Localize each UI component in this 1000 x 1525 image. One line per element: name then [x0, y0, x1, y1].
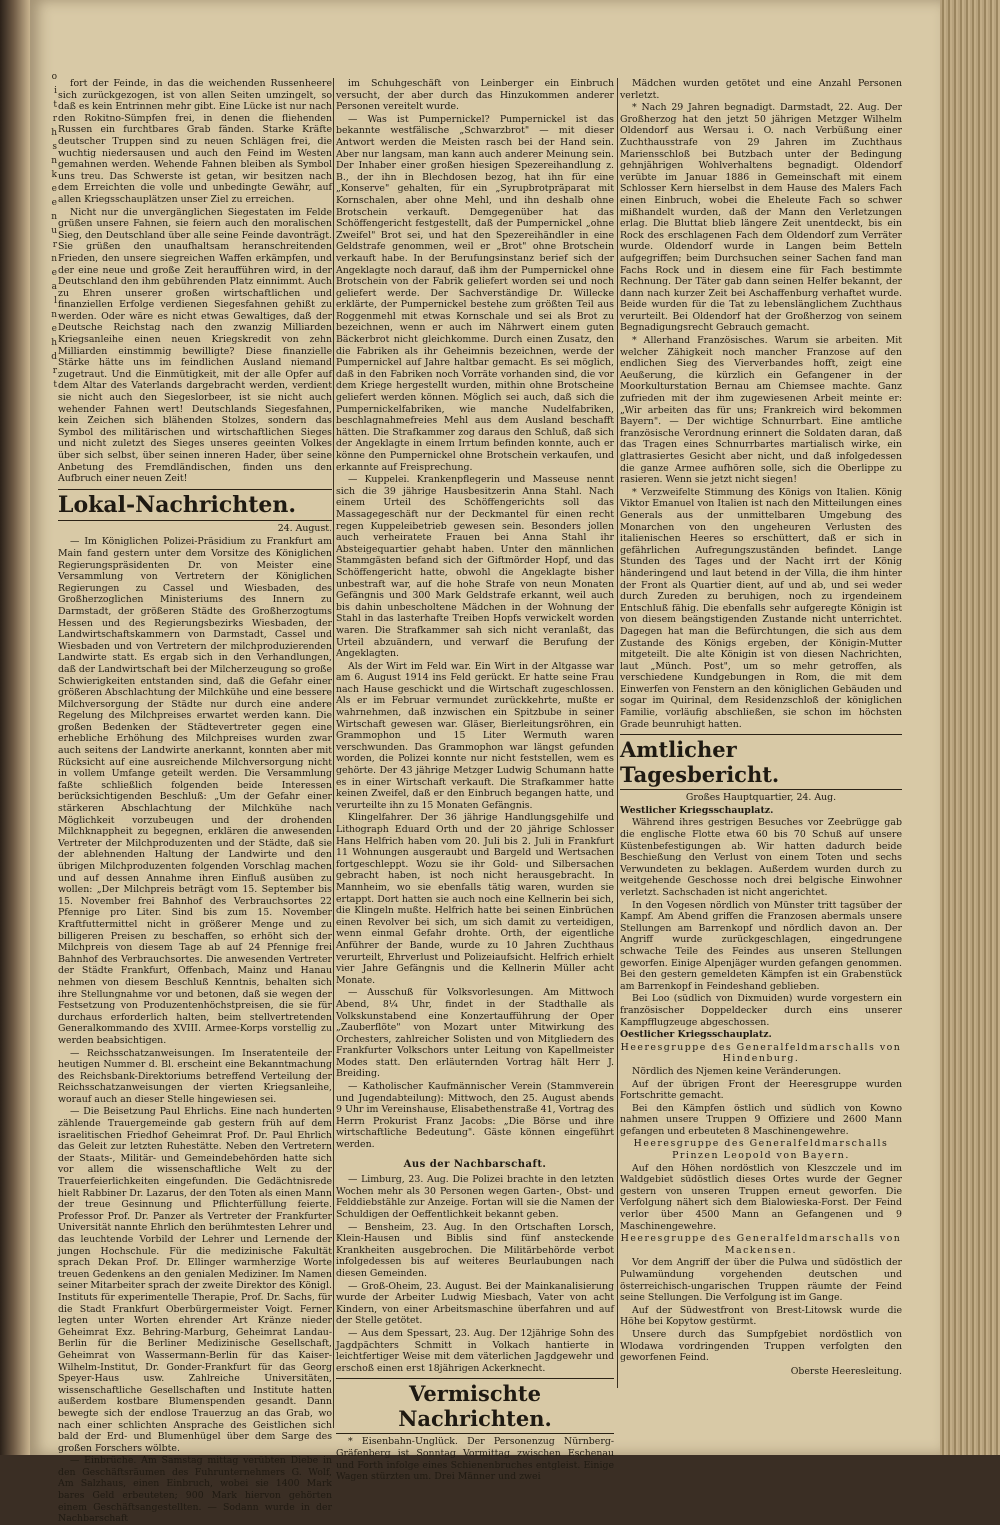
- margin-fragment: r: [52, 366, 57, 376]
- margin-fragment: h: [51, 128, 57, 138]
- lokal-nachrichten-heading: Lokal-Nachrichten.: [58, 489, 332, 521]
- margin-fragment: s: [52, 142, 57, 152]
- margin-fragment: d: [51, 352, 57, 362]
- nachbarschaft-paragraph-3: — Groß-Oheim, 23. August. Bei der Mainkanalisierung wurde der Arbeiter Ludwig Miesbach, Vater von acht Kindern, von einer Arbeitsmaschine überfahren und auf der Stelle getötet.: [336, 1280, 614, 1327]
- margin-fragment: r: [52, 114, 57, 124]
- amtlicher-tagesbericht-heading: Amtlicher Tagesbericht.: [620, 734, 902, 790]
- column-1: [58, 78, 332, 1525]
- margin-fragment: o: [51, 72, 57, 82]
- column-3: [620, 78, 902, 1388]
- mackensen-paragraph-1: Vor dem Angriff der über die Pulwa und südöstlich der Pulwamündung vorgehenden deutschen und österreichisch-ungarischen Truppen räumte der Feind seine Stellungen. Die Verfolgung ist im Gange.: [620, 1257, 902, 1304]
- margin-fragment: i: [54, 86, 57, 96]
- margin-fragment: h: [51, 338, 57, 348]
- margin-fragment: n: [51, 310, 57, 320]
- hindenburg-paragraph-2: Auf der übrigen Front der Heeresgruppe wurden Fortschritte gemacht.: [620, 1078, 902, 1102]
- vermischte-paragraph-1: * Eisenbahn-Unglück. Der Personenzug Nürnberg-Gräfenberg ist Sonntag Vormittag zwischen Eschenau und Forth infolge eines Schienenbruches entgleist. Einige Wagen stürzten um. Drei Männer und zwei: [336, 1436, 614, 1483]
- column-rule-2: [617, 78, 618, 1388]
- oberste-heeresleitung-signature: Oberste Heeresleitung.: [790, 1365, 902, 1377]
- margin-fragment: n: [51, 156, 57, 166]
- margin-fragment: e: [51, 324, 57, 334]
- intro-paragraph-1: fort der Feinde, in das die weichenden Russenheere sich zurückgezogen, ist von allen Seiten umzingelt, so daß es kein Entrinnen mehr gibt. Eine Lücke ist nur nach den Rokitno-Sümpfen frei, in denen die fliehenden Russen ein furchtbares Grab fänden. Starke Kräfte deutscher Truppen sind zu neuen Schlägen frei, die wuchtig niedersausen und auch den Feind im Westen gemahnen werden. Wehende Fahnen bleiben als Symbol uns treu. Das Schwerste ist getan, wir besitzen nach dem Erreichten die volle und unbedingte Gewähr, auf allen Kriegsschauplätzen unser Ziel zu erreichen.: [58, 78, 332, 205]
- col2-paragraph-5: Klingelfahrer. Der 36 jährige Handlungsgehilfe und Lithograph Eduard Orth und der 20 jährige Schlosser Hans Helfrich haben vom 20. Juli bis 2. Juli in Frankfurt 11 Wohnungen ausgeraubt und Bargeld und Wertsachen fortgeschleppt. Wozu sie ihr Gold- und Silbersachen gebracht haben, ist noch nicht herausgebracht. In Mannheim, wo sie ebenfalls tätig waren, wurden sie ertappt. Dort hatten sie auch noch eine Kellnerin bei sich, die Klingeln mußte. Helfrich hatte bei seinen Einbrüchen einen Revolver bei sich, um sich damit zu verteidigen, wenn einmal Gefahr drohte. Orth, der eigentliche Anführer der Bande, wurde zu 10 Jahren Zuchthaus verurteilt, Ehrverlust und Polizeiaufsicht. Helfrich erhielt vier Jahre Gefängnis und die Kellnerin Müller acht Monate.: [336, 812, 614, 986]
- hindenburg-paragraph-3: Bei den Kämpfen östlich und südlich von Kowno nahmen unsere Truppen 9 Offiziere und 2600 Mann gefangen und erbeuteten 8 Maschinengewehre.: [620, 1102, 902, 1137]
- col2-paragraph-7: — Katholischer Kaufmännischer Verein (Stammverein und Jugendabteilung): Mittwoch, den 25. August abends 9 Uhr im Vereinshause, Elisabethenstraße 41, Vortrag des Herrn Prokurist Franz Jacobs: „Die Börse und ihre wirtschaftliche Bedeutung". Gäste können eingeführt werden.: [336, 1081, 614, 1151]
- mackensen-heading: Heeresgruppe des Generalfeldmarschalls von Mackensen.: [620, 1233, 902, 1256]
- margin-fragment: t: [53, 380, 57, 390]
- col2-paragraph-1: im Schuhgeschäft von Leinberger ein Einbruch versucht, der aber durch das Hinzukommen anderer Personen vereitelt wurde.: [336, 78, 614, 113]
- col3-paragraph-4: * Verzweifelte Stimmung des Königs von Italien. König Viktor Emanuel von Italien ist nach den Mitteilungen eines Generals aus der unmittelbaren Umgebung des Monarchen von den ungeheuren Verlusten des italienischen Heeres so erschüttert, daß er sich in gefährlichen Aufregungszuständen befindet. Lange Stunden des Tages und der Nacht irrt der König händeringend und laut betend in der Villa, die ihm hinter der Front als Quartier dient, auf und ab, und sei weder durch Zureden zu beruhigen, noch zu irgendeinem Entschluß fähig. Die ebenfalls sehr aufgeregte Königin ist von diesem beängstigenden Zustande nicht unterrichtet. Dagegen hat man die Befürchtungen, die sich aus dem Zustande des Königs ergeben, der Königin-Mutter mitgeteilt. Die alte Königin ist von diesen Nachrichten, laut „Münch. Post", um so mehr getroffen, als verschiedene Kundgebungen in Rom, die mit dem Einwerfen von Fenstern an den königlichen Gebäuden und sogar im Quirinal, dem Residenzschloß der königlichen Familie, vorläufig abschließen, sie schon im höchsten Grade beunruhigt hatten.: [620, 486, 902, 730]
- book-page-edges-right: [940, 0, 1000, 1455]
- newspaper-page: [30, 0, 940, 1525]
- leopold-heading: Heeresgruppe des Generalfeldmarschalls Prinzen Leopold von Bayern.: [633, 1138, 889, 1162]
- col2-paragraph-3: — Kuppelei. Krankenpflegerin und Masseuse nennt sich die 39 jährige Hausbesitzerin Anna Stahl. Nach einem Urteil des Schöffengerichts soll das Massagegeschäft nur der Deckmantel für einen recht regen Kuppeleibetrieb gewesen sein. Besonders jollen auch verheiratete Frauen bei Anna Stahl ihr Absteigequartier gehabt haben. Unter den männlichen Stammgästen befand sich der Giftmörder Hopf, und das Schöffengericht hatte, obwohl die Angeklagte bisher unbestraft war, auf die hohe Strafe von neun Monaten Gefängnis und 300 Mark Geldstrafe erkannt, weil auch bis dahin unbescholtene Mädchen in der Wohnung der Stahl in das lasterhafte Treiben Hopfs verwickelt worden waren. Die Strafkammer sah sich nicht veranlaßt, das Urteil abzuändern, und verwarf die Berufung der Angeklagten.: [336, 474, 614, 660]
- lokal-paragraph-3: — Die Beisetzung Paul Ehrlichs. Eine nach hunderten zählende Trauergemeinde gab gestern früh auf dem israelitischen Friedhof Geheimrat Prof. Dr. Paul Ehrlich das Geleit zur letzten Ruhestätte. Neben den Vertretern der Staats-, Militär- und Gemeindebehörden hatte sich vor allem die wissenschaftliche Welt zu der Trauerfeierlichkeiten eingefunden. Die Gedächtnisrede hielt Rabbiner Dr. Lazarus, der den Toten als einen Mann der treue Gesinnung und Pflichterfüllung feierte. Professor Prof. Dr. Panzer als Vertreter der Frankfurter Universität nannte Ehrlich den berühmtesten Lehrer und das leuchtende Vorbild der Lehrer und Lernende der jungen Hochschule. Für die medizinische Fakultät sprach Dekan Prof. Dr. Ellinger warmherzige Worte treuen Gedenkens an den genialen Mediziner. Im Namen seiner Mitarbeiter sprach der zweite Direktor des Königl. Instituts für experimentelle Therapie, Prof. Dr. Sachs, für die Stadt Frankfurt Oberbürgermeister Voigt. Ferner legten unter Worten ehrender Art Kränze nieder Geheimrat Exz. Behring-Marburg, Geheimrat Landau-Berlin für die Berliner Medizinische Gesellschaft, Geheimrat von Wassermann-Berlin für das Kaiser-Wilhelm-Institut, Dr. Gonder-Frankfurt für das Georg Speyer-Haus usw. Zahlreiche Universitäten, wissenschaftliche Gesellschaften und Institute hatten außerdem kostbare Blumenspenden gesandt. Dann bewegte sich der endlose Trauerzug an das Grab, wo nach einer schlichten Ansprache des Geistlichen sich bald der Erd- und Blumenhügel über dem Sarge des großen Forschers wölbte.: [58, 1106, 332, 1454]
- margin-fragment: u: [51, 226, 57, 236]
- lokal-date: 24. August.: [277, 522, 332, 534]
- lokal-paragraph-1: — Im Königlichen Polizei-Präsidium zu Frankfurt am Main fand gestern unter dem Vorsitze des Königlichen Regierungspräsidenten Dr. von Meister eine Versammlung von Vertretern der Königlichen Regierungen zu Cassel und Wiesbaden, des Großherzoglichen Ministeriums des Innern zu Darmstadt, der größeren Städte des Großherzogtums Hessen und des Regierungsbezirks Wiesbaden, der Landwirtschaftskammern von Darmstadt, Cassel und Wiesbaden und von Vertretern der milchproduzierenden Landwirte statt. Es ergab sich in den Verhandlungen, daß der Landwirtschaft bei der Milcherzeugung so große Schwierigkeiten entstanden sind, daß die Gefahr einer größeren Abschlachtung der Milchkühe und eine bessere Milchversorgung der Städte nur durch eine andere Regelung des Milchpreises erwartet werden kann. Die großen Bedenken der Städtevertreter gegen eine erhebliche Erhöhung des Milchpreises wurden zwar auch seitens der Landwirte anerkannt, konnten aber mit Rücksicht auf eine ausreichende Milchversorgung nicht in vollem Umfange geteilt werden. Die Versammlung faßte schließlich folgenden beide Interessen berücksichtigenden Beschluß: „Um der Gefahr einer stärkeren Abschlachtung der Milchkühe nach Möglichkeit vorzubeugen und der drohenden Milchknappheit zu begegnen, erklären die anwesenden Vertreter der Milchproduzenten und der Städte, daß sie der ablehnenden Haltung der Landwirte und den übrigen Milchproduzenten folgenden Vorschlag machen und auf dessen Annahme ihren Einfluß ausüben zu wollen: „Der Milchpreis beträgt vom 15. September bis 15. November frei Bahnhof des Verbrauchsortes 22 Pfennige pro Liter. Sind bis zum 15. November Kraftfuttermittel nicht in größerer Menge und zu billigeren Preisen zu beschaffen, so erhöht sich der Milchpreis von diesem Tage ab auf 24 Pfennige frei Bahnhof des Verbrauchsortes. Die anwesenden Vertreter der Städte Frankfurt, Offenbach, Mainz und Hanau nehmen von diesem Beschluß Kenntnis, behalten sich ihre Stellungnahme vor und betonen, daß sie wegen der Festsetzung von Produzentenhöchstpreisen, die sie für durchaus erforderlich halten, beim stellvertretenden Generalkommando des XVIII. Armee-Korps vorstellig zu werden beabsichtigen.: [58, 536, 332, 1046]
- west-paragraph-2: In den Vogesen nördlich von Münster tritt tagsüber der Kampf. Am Abend griffen die Franzosen abermals unsere Stellungen am Barrenkopf und nördlich davon an. Der Angriff wurde zurückgeschlagen, eingedrungene schwache Teile des Feindes aus unseren Stellungen geworfen. Einige Alpenjäger wurden gefangen genommen. Bei den gestern gemeldeten Kämpfen ist ein Grabenstück am Barrenkopf in Feindeshand geblieben.: [620, 899, 902, 992]
- ost-heading: Oestlicher Kriegsschauplatz.: [620, 1029, 772, 1041]
- col2-paragraph-4: Als der Wirt im Feld war. Ein Wirt in der Altgasse war am 6. August 1914 ins Feld gerückt. Er hatte seine Frau nach Hause geschickt und die Wirtschaft zugeschlossen. Als er im Februar vermundet zurückkehrte, mußte er wahrnehmen, daß inzwischen ein Spitzbube in seiner Wirtschaft gewesen war. Gläser, Bierleitungsröhren, ein Grammophon und 15 Liter Wermuth waren verschwunden. Das Grammophon war längst gefunden worden, die Polizei konnte nur nicht feststellen, wem es gehörte. Der 43 jährige Metzger Ludwig Schumann hatte es in einer Wirtschaft verkauft. Die Strafkammer hatte keinen Zweifel, daß er den Einbruch begangen hatte, und verurteilte ihn zu 15 Monaten Gefängnis.: [336, 660, 614, 811]
- west-heading: Westlicher Kriegsschauplatz.: [620, 804, 774, 816]
- col3-paragraph-3: * Allerhand Französisches. Warum sie arbeiten. Mit welcher Zähigkeit noch mancher Franzose auf den endlichen Sieg des Vierverbandes hofft, zeigt eine Aeußerung, die kürzlich ein Gefangener in der Moorkulturstation Bernau am Chiemsee machte. Ganz zufrieden mit der ihm zugewiesenen Arbeit meinte er: „Wir arbeiten das für uns; Frankreich wird bekommen Bayern". — Der wichtige Schnurrbart. Eine amtliche französische Verordnung erinnert die Soldaten daran, daß das Tragen eines Schnurrbartes martialisch wirke, ein glattrasiertes Gesicht aber nicht, und daß infolgedessen die ganze Armee aufhören solle, sich die Oberlippe zu rasieren. Wenn sie jetzt nicht siegen!: [620, 335, 902, 486]
- mackensen-paragraph-3: Unsere durch das Sumpfgebiet nordöstlich von Wlodawa vordringenden Truppen verfolgten den geworfenen Feind.: [620, 1328, 902, 1364]
- west-paragraph-1: Während ihres gestrigen Besuches vor Zeebrügge gab die englische Flotte etwa 60 bis 70 Schuß auf unsere Küstenbefestigungen ab. Wir hatten dadurch beide Beschießung den Verlust von einem Toten und sechs Verwundeten zu beklagen. Außerdem wurden durch zu weitgehende Geschosse noch drei belgische Einwohner verletzt. Sachschaden ist nicht angerichtet.: [620, 817, 902, 898]
- col3-paragraph-2: * Nach 29 Jahren begnadigt. Darmstadt, 22. Aug. Der Großherzog hat den jetzt 50 jährigen Metzger Wilhelm Oldendorf aus Wersau i. O. nach Verbüßung einer Zuchthausstrafe von 29 Jahren im Zuchthaus Mariensschloß bei Butzbach unter der Bedingung gehnjährigen Wohlverhaltens begnadigt. Oldendorf verübte im Januar 1886 in Gemeinschaft mit einem Schlosser Kern hierselbst in dem Hause des Malers Fach einen Einbruch, wobei die Eheleute Fach so schwer mißhandelt wurden, daß der Mann den Verletzungen erlag. Die Bluttat blieb längere Zeit unentdeckt, bis ein Rock des erschlagenen Fach dem Oldendorf zum Verräter wurde. Oldendorf wurde in Langen beim Betteln aufgegriffen; beim Durchsuchen seiner Sachen fand man Fachs Rock und in diesem eine für Fach bestimmte Rechnung. Der Täter gab dann seinen Helfer bekannt, der dann nach kurzer Zeit bei Aschaffenburg verhaftet wurde. Beide wurden für die Tat zu lebenslänglichem Zuchthaus verurteilt. Bei Oldendorf hat der Großherzog von seinem Begnadigungsrecht Gebrauch gemacht.: [620, 102, 902, 334]
- col2-paragraph-2: — Was ist Pumpernickel? Pumpernickel ist das bekannte westfälische „Schwarzbrot" — mit dieser Antwort werden die Meisten rasch bei der Hand sein. Aber nur langsam, man kann auch anderer Meinung sein. Der Inhaber einer großen hiesigen Spezereihandlung z. B., der ihn in Blechdosen bezog, hat ihn für eine „Konserve" gehalten, für ein „Syrupbrotpräparat mit Kornschalen, aber ohne Mehl, und ihn deshalb ohne Brotschein verkauft. Demgegenüber hat das Schöffengericht festgestellt, daß der Pumpernickel „ohne Zweifel" Brot sei, und hat den Spezereihändler in eine Geldstrafe genommen, weil er „Brot" ohne Brotschein verkauft habe. In der Berufungsinstanz berief sich der Angeklagte noch darauf, daß ihm der Pumpernickel ohne Brotschein von der Fabrik geliefert worden sei und noch geliefert werde. Der Sachverständige Dr. Willecke erklärte, der Pumpernickel bestehe zum größten Teil aus Roggenmehl mit etwas Kornschale und sei als Brot zu bezeichnen, wenn er auch im Nährwert einem guten Bäckerbrot nicht gleichkomme. Durch einen Zusatz, den die Fabriken als ihr Geheimnis bezeichnen, werde der Pumpernickel auf Jahre haltbar gemacht. Es sei möglich, daß in den Fabriken noch Vorräte vorhanden sind, die vor dem Kriege hergestellt wurden, mithin ohne Brotscheine geliefert werden können. Möglich sei auch, daß sich die Pumpernickelfabriken, wie manche Nudelfabriken, beschlagnahmefreies Mehl aus dem Ausland beschafft hätten. Die Strafkammer zog daraus den Schluß, daß sich der Angeklagte in einem Irrtum befinden konnte, auch er könne den Pumpernickel ohne Brotschein verkaufen, und erkannte auf Freisprechung.: [336, 113, 614, 473]
- column-rule-1: [333, 78, 334, 1428]
- column-2: [336, 78, 614, 1483]
- nachbarschaft-paragraph-2: — Bensheim, 23. Aug. In den Ortschaften Lorsch, Klein-Hausen und Biblis sind fünf ansteckende Krankheiten ausgebrochen. Die Militärbehörde verbot infolgedessen bis auf weiteres Beurlaubungen nach diesen Gemeinden.: [336, 1221, 614, 1279]
- margin-fragment: t: [53, 100, 57, 110]
- margin-fragment: k: [51, 170, 57, 180]
- margin-fragment: n: [51, 212, 57, 222]
- margin-fragment: r: [52, 240, 57, 250]
- margin-fragment: n: [51, 254, 57, 264]
- margin-fragment: e: [51, 268, 57, 278]
- hauptquartier-line: Großes Hauptquartier, 24. Aug.: [685, 792, 837, 804]
- intro-article: [58, 78, 332, 485]
- hindenburg-paragraph-1: Nördlich des Njemen keine Veränderungen.: [632, 1065, 842, 1077]
- leopold-paragraph-1: Auf den Höhen nordöstlich von Kleszczele und im Waldgebiet südöstlich dieses Ortes wurde der Gegner gestern von unseren Truppen erneut geworfen. Die Verfolgung nähert sich dem Bialowieska-Forst. Der Feind verlor über 4500 Mann an Gefangenen und 9 Maschinengewehre.: [620, 1162, 902, 1232]
- margin-fragment: e: [51, 198, 57, 208]
- nachbarschaft-paragraph-1: — Limburg, 23. Aug. Die Polizei brachte in den letzten Wochen mehr als 30 Personen wegen Garten-, Obst- und Felddiebstähle zur Anzeige. Fortan will sie die Namen der Schuldigen der Oeffentlichkeit bekannt geben.: [336, 1174, 614, 1220]
- col2-paragraph-6: — Ausschuß für Volksvorlesungen. Am Mittwoch Abend, 8¼ Uhr, findet in der Stadthalle als Volkskunstabend eine Konzertaufführung der Oper „Zauberflöte" von Mozart unter Mitwirkung des Orchesters, zahlreicher Solisten und von Mitgliedern des Frankfurter Volkschors unter Leitung von Kapellmeister Modes statt. Den erläuternden Vortrag hält Herr J. Breiding.: [336, 987, 614, 1080]
- nachbarschaft-heading: Aus der Nachbarschaft.: [403, 1158, 547, 1170]
- margin-fragment: e: [51, 184, 57, 194]
- left-margin-fragments: [30, 0, 60, 1455]
- book-binding-left: [0, 0, 30, 1455]
- hindenburg-heading: Heeresgruppe des Generalfeldmarschalls von Hindenburg.: [620, 1041, 902, 1065]
- lokal-paragraph-4: — Einbrüche. Am Samstag mittag verübten Diebe in den Geschäftsräumen des Fuhrunternehmers G. Wolf, Am Salzhaus, einen Einbruch, wobei sie 1400 Mark bares Geld erbeuteten; 900 Mark hiervon gehörten einem Geschäftsangestellten. — Sodann wurde in der Nachbarschaft: [58, 1455, 332, 1525]
- margin-fragment: a: [51, 282, 57, 292]
- col3-paragraph-1: Mädchen wurden getötet und eine Anzahl Personen verletzt.: [620, 78, 902, 101]
- vermischte-nachrichten-heading: Vermischte Nachrichten.: [336, 1378, 614, 1434]
- nachbarschaft-paragraph-4: — Aus dem Spessart, 23. Aug. Der 12jährige Sohn des Jagdpächters Schmitt in Volkach hantierte in leichtfertiger Weise mit dem väterlichen Jagdgewehr und erschoß einen erst 18jährigen Ackerknecht.: [336, 1327, 614, 1374]
- lokal-paragraph-2: — Reichsschatzanweisungen. Im Inseratenteile der heutigen Nummer d. Bl. erscheint eine Bekanntmachung des Reichsbank-Direktoriums betreffend Verteilung der Reichsschatzanweisungen der vierten Kriegsanleihe, worauf auch an dieser Stelle hingewiesen sei.: [58, 1047, 332, 1105]
- mackensen-paragraph-2: Auf der Südwestfront von Brest-Litowsk wurde die Höhe bei Kopytow gestürmt.: [620, 1304, 902, 1328]
- west-paragraph-3: Bei Loo (südlich von Dixmuiden) wurde vorgestern ein französischer Doppeldecker durch eins unserer Kampfflugzeuge abgeschossen.: [620, 993, 902, 1028]
- margin-fragment: l: [54, 296, 57, 306]
- intro-paragraph-2: Nicht nur die unvergänglichen Siegestaten im Felde grüßen unsere Fahnen, sie feiern auch den moralischen Sieg, den Deutschland über alle seine Feinde davonträgt. Sie grüßen den unaufhaltsam heranschreitenden Frieden, den unsere siegreichen Waffen erkämpfen, und der eine neue und große Zeit heraufführen wird, in der Deutschland den ihm gebührenden Platz einnimmt. Auch zu Ehren unserer großen wirtschaftlichen und finanziellen Erfolge verdienen Siegesfahnen gehißt zu werden. Oder wäre es nicht etwas Gewaltiges, daß der Deutsche Reichstag nach den zwanzig Milliarden Kriegsanleihe einen neuen Kriegskredit von zehn Milliarden einstimmig bewilligte? Diese finanzielle Stärke hätte uns im feindlichen Ausland niemand zugetraut. Und die Einmütigkeit, mit der alle Opfer auf dem Altar des Vaterlands dargebracht werden, verdient sie nicht auch den Siegeslorbeer, ist sie nicht auch wehender Fahnen wert! Deutschlands Siegesfahnen, kein Zeichen sich blähenden Stolzes, sondern das Symbol des militärischen und wirtschaftlichen Sieges und nicht zuletzt des Sieges unseres geeinten Volkes über sich selbst, über seinen inneren Hader, über seine Anbetung des Fremdländischen, finden uns den Aufbruch einer neuen Zeit!: [58, 206, 332, 485]
